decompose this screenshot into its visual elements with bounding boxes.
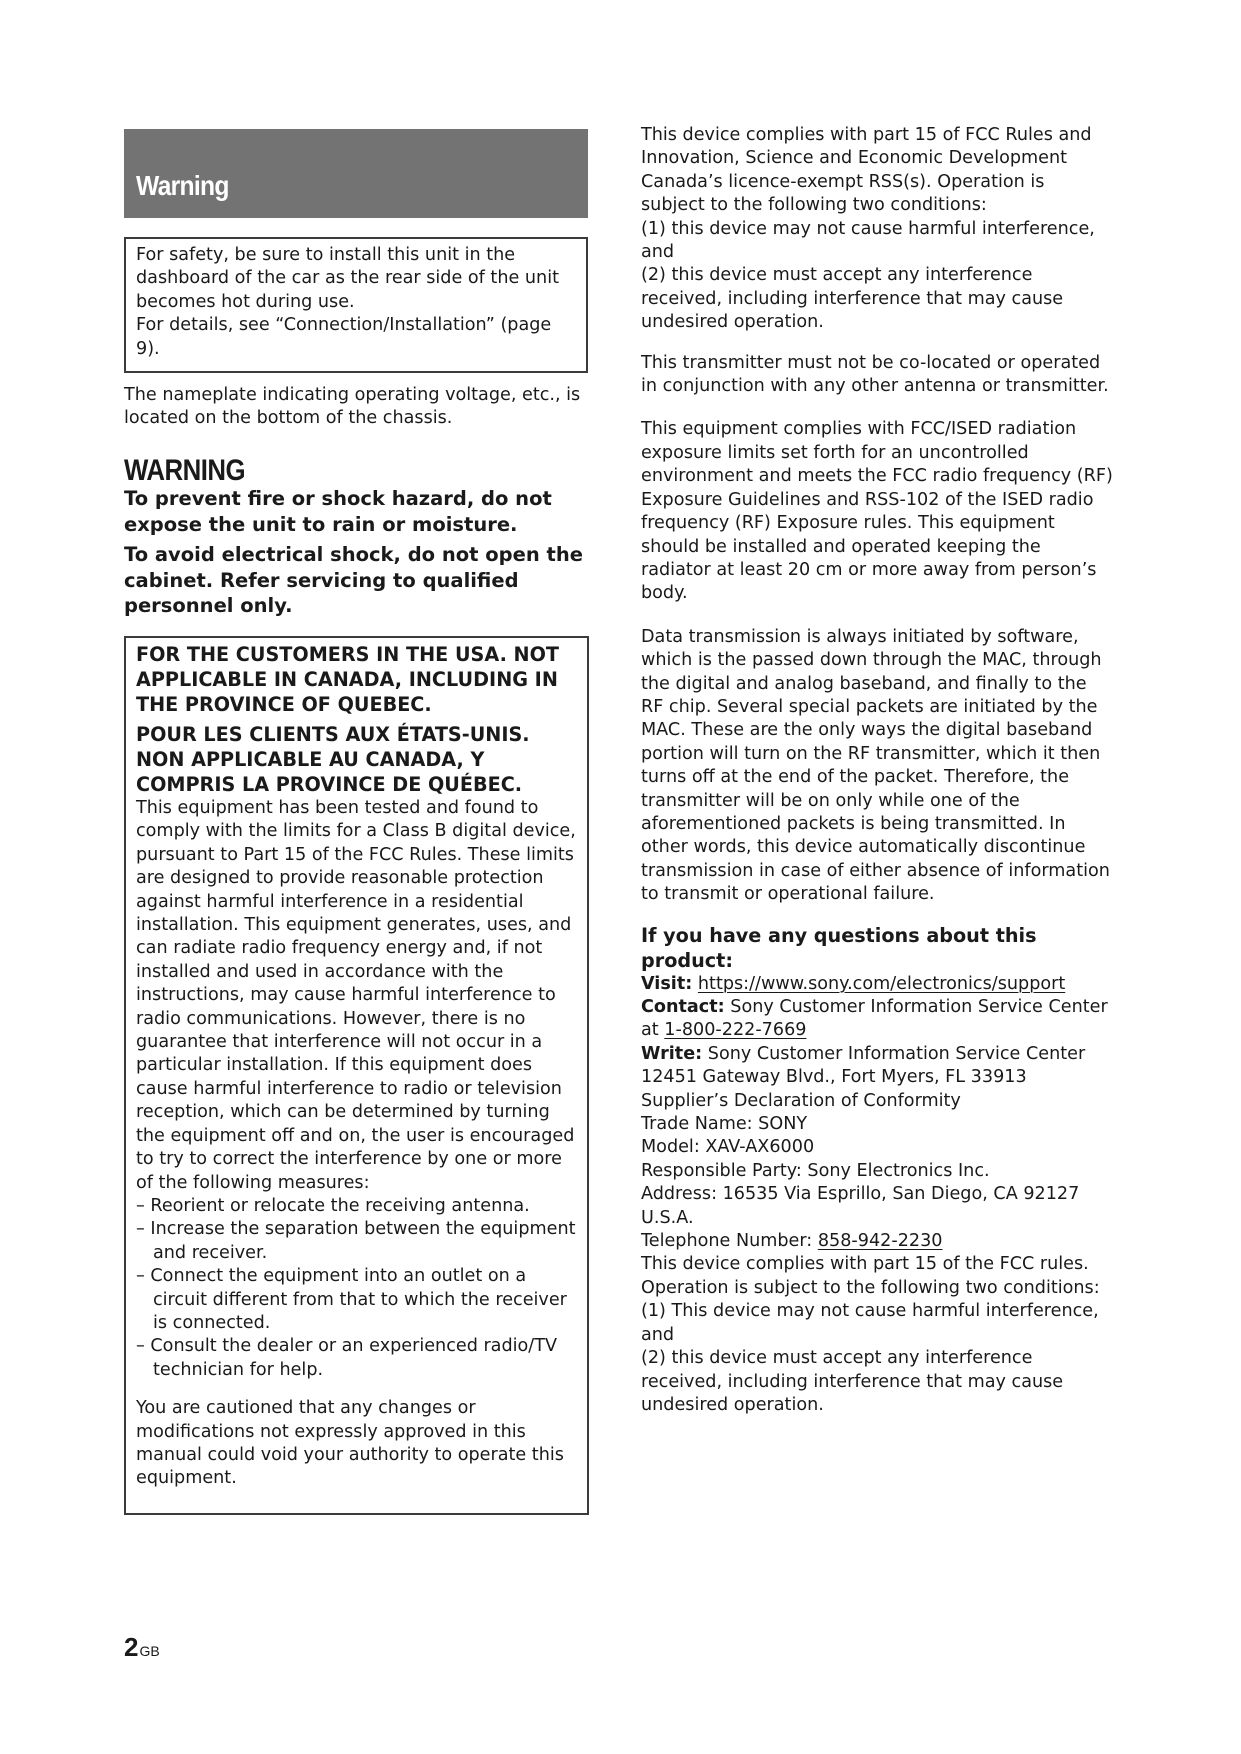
write-label: Write: [641, 1043, 703, 1064]
telephone-label: Telephone Number: [641, 1231, 813, 1252]
safety-details: For details, see “Connection/Installation” (page 9). [136, 315, 552, 359]
ised-condition-2: (2) this device must accept any interference received, including interference that may cause undesired operation. [641, 265, 1064, 333]
sdoc-title: Supplier’s Declaration of Conformity [641, 1090, 961, 1111]
measure-item: – Reorient or relocate the receiving antenna. [136, 1195, 530, 1216]
right-column [641, 124, 1113, 1417]
fcc-box [124, 636, 589, 1515]
write-address: 12451 Gateway Blvd., Fort Myers, FL 33913 [641, 1067, 1027, 1088]
warning-banner-title: Warning [136, 170, 229, 201]
contact-label: Contact: [641, 997, 725, 1017]
page-number-suffix: GB [139, 1643, 160, 1659]
ised-intro: This device complies with part 15 of FCC Rules and Innovation, Science and Economic Development Canada’s licence-exempt RSS(s). Operation is subject to the following two conditions: [641, 125, 1092, 216]
fcc-text: This equipment has been tested and found to comply with the limits for a Class B digital device, pursuant to Part 15 of the FCC Rules. These limits are designed to provide reasonable protection against harmful interference in a residential installation. This equipment generates, uses, and can radiate radio frequency energy and, if not installed and used in accordance with the instructions, may cause harmful interference to radio communications. However, there is no guarantee that interference will not occur in a particular installation. If this equipment does cause harmful interference to radio or television reception, which can be determined by turning the equipment off and on, the user is encouraged to try to correct the interference by one or more of the following measures: [136, 798, 576, 1193]
telephone-line [641, 1230, 1113, 1253]
contact-line [641, 996, 1113, 1043]
usa-heading: FOR THE CUSTOMERS IN THE USA. NOT APPLICABLE IN CANADA, INCLUDING IN THE PROVINCE OF QUEBEC. [136, 643, 560, 716]
questions-heading: If you have any questions about this product: [641, 923, 1037, 972]
fcc-rules-intro: This device complies with part 15 of the FCC rules. Operation is subject to the following two conditions: [641, 1254, 1100, 1298]
model-name: Model: XAV-AX6000 [641, 1137, 815, 1158]
visit-link[interactable]: https://www.sony.com/electronics/support [697, 973, 1066, 994]
telephone-link[interactable]: 858-942-2230 [817, 1231, 943, 1252]
warning-block [124, 486, 590, 619]
warning-fire: To prevent fire or shock hazard, do not expose the unit to rain or moisture. [124, 487, 552, 536]
trade-name: Trade Name: SONY [641, 1114, 808, 1135]
safety-box [124, 237, 588, 373]
write-line [641, 1043, 1113, 1066]
visit-line [641, 973, 1113, 996]
fcc-condition-1: (1) This device may not cause harmful interference, and [641, 1301, 1099, 1345]
data-transmission-text: Data transmission is always initiated by software, which is the passed down through the MAC, through the digital and analog baseband, and finally to the RF chip. Several special packets are initiated by the MAC. These are the only ways the digital baseband portion will turn on the RF transmitter, which it then turns off at the end of the packet. Therefore, the transmitter will be on only while one of the aforementioned packets is being transmitted. In other words, this device automatically discontinue transmission in case of either absence of information to transmit or operational failure. [641, 626, 1110, 905]
page-number [124, 1632, 160, 1663]
warning-heading: WARNING [124, 454, 246, 487]
safety-text: For safety, be sure to install this unit in the dashboard of the car as the rear side of the unit becomes hot during use. [136, 245, 559, 312]
colocated-text: This transmitter must not be co-located or operated in conjunction with any other antenna or transmitter. [641, 352, 1109, 397]
party-address: Address: 16535 Via Esprillo, San Diego, CA 92127 U.S.A. [641, 1184, 1080, 1228]
page-number-digit: 2 [124, 1632, 139, 1662]
responsible-party: Responsible Party: Sony Electronics Inc. [641, 1160, 990, 1181]
contact-phone-link[interactable]: 1-800-222-7669 [664, 1020, 807, 1041]
write-text: Sony Customer Information Service Center [707, 1043, 1086, 1064]
measure-item: – Increase the separation between the equipment and receiver. [136, 1219, 576, 1263]
warning-shock: To avoid electrical shock, do not open the cabinet. Refer servicing to qualified personnel only. [124, 543, 583, 617]
visit-label: Visit: [641, 973, 693, 994]
fcc-condition-2: (2) this device must accept any interference received, including interference that may cause undesired operation. [641, 1348, 1064, 1415]
measure-item: – Consult the dealer or an experienced radio/TV technician for help. [136, 1336, 557, 1380]
nameplate-text: The nameplate indicating operating voltage, etc., is located on the bottom of the chassis. [124, 385, 581, 429]
measure-item: – Connect the equipment into an outlet on a circuit different from that to which the receiver is connected. [136, 1266, 567, 1333]
ised-condition-1: (1) this device may not cause harmful interference, and [641, 218, 1095, 263]
warning-banner [124, 129, 588, 218]
fr-heading: POUR LES CLIENTS AUX ÉTATS-UNIS. NON APPLICABLE AU CANADA, Y COMPRIS LA PROVINCE DE QUÉBEC. [136, 723, 530, 796]
contact-text: Sony Customer Information Service Center at [641, 997, 1108, 1041]
caution-text: You are cautioned that any changes or modifications not expressly approved in this manual could void your authority to operate this equipment. [136, 1398, 564, 1489]
rf-exposure-text: This equipment complies with FCC/ISED radiation exposure limits set forth for an uncontrolled environment and meets the FCC radio frequency (RF) Exposure Guidelines and RSS-102 of the ISED radio frequency (RF) Exposure rules. This equipment should be installed and operated keeping the radiator at least 20 cm or more away from person’s body. [641, 419, 1113, 604]
